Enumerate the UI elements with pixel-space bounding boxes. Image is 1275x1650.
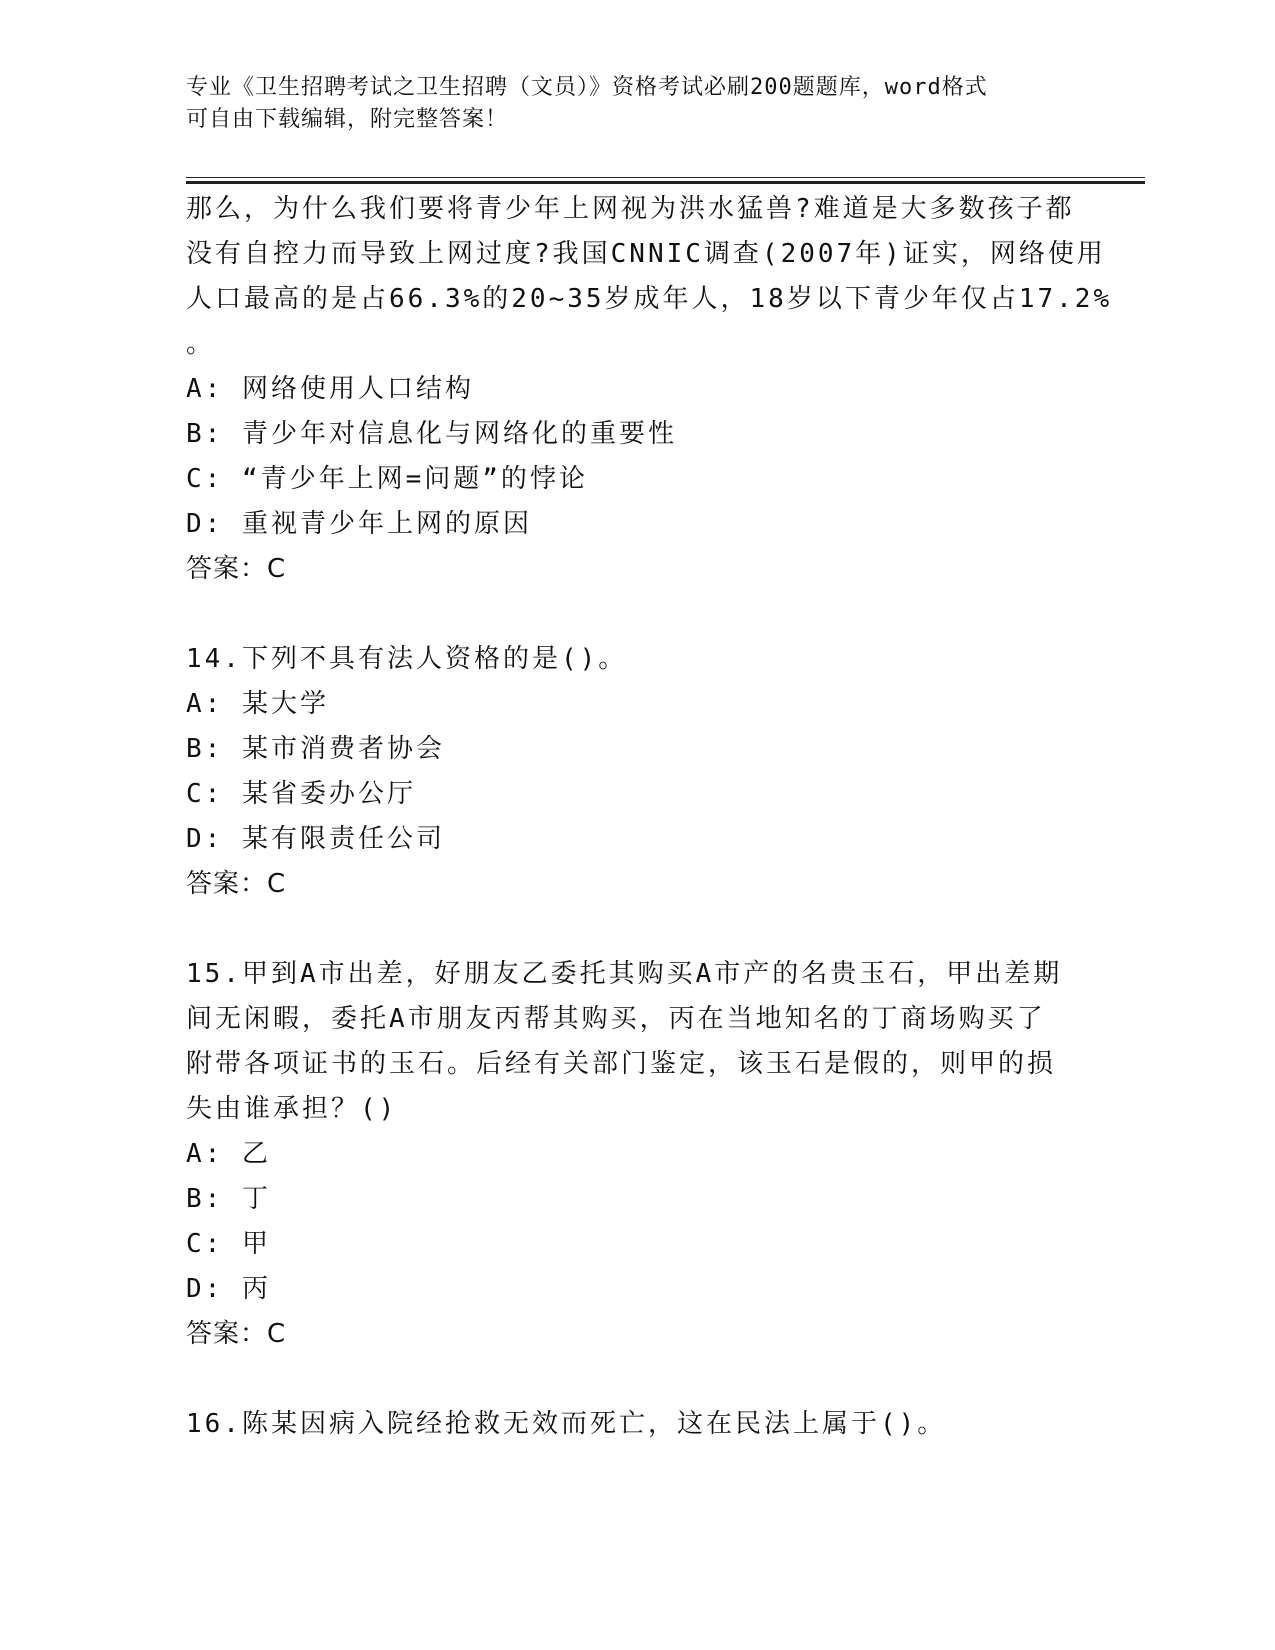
answer-line: 答案：C: [186, 869, 287, 899]
option-a: A: 网络使用人口结构: [186, 374, 474, 404]
question-stem-line: 没有自控力而导致上网过度?我国CNNIC调查(2007年)证实，网络使用: [186, 239, 1106, 269]
header-line-1: 专业《卫生招聘考试之卫生招聘（文员）》资格考试必刷200题题库，word格式: [186, 75, 988, 100]
question-13: [186, 187, 1113, 592]
option-a: A: 某大学: [186, 689, 329, 719]
answer-line: 答案：C: [186, 554, 287, 584]
option-d: D: 重视青少年上网的原因: [186, 509, 532, 539]
option-a: A: 乙: [186, 1139, 271, 1169]
option-c: C: 甲: [186, 1229, 271, 1259]
spacer: [186, 1357, 1086, 1402]
document-body: [186, 187, 1113, 1447]
header-line-2: 可自由下载编辑，附完整答案！: [186, 107, 509, 132]
answer-line: 答案：C: [186, 1319, 287, 1349]
question-14: [186, 637, 1086, 907]
question-15: [186, 952, 1086, 1357]
option-c: C: “青少年上网=问题”的悖论: [186, 464, 588, 494]
option-b: B: 某市消费者协会: [186, 734, 445, 764]
question-stem-line: 14.下列不具有法人资格的是()。: [186, 644, 628, 674]
question-stem-line: 15.甲到A市出差，好朋友乙委托其购买A市产的名贵玉石，甲出差期: [186, 959, 1063, 989]
spacer: [186, 907, 1086, 952]
header-divider-thick: [186, 181, 1145, 184]
question-16: [186, 1402, 1086, 1447]
option-b: B: 丁: [186, 1184, 271, 1214]
question-stem-line: 16.陈某因病入院经抢救无效而死亡，这在民法上属于()。: [186, 1409, 947, 1439]
question-stem-line: 附带各项证书的玉石。后经有关部门鉴定，该玉石是假的，则甲的损: [186, 1049, 1057, 1079]
header-divider-thin: [186, 177, 1145, 178]
question-stem-line: 间无闲暇，委托A市朋友丙帮其购买，丙在当地知名的丁商场购买了: [186, 1004, 1046, 1034]
spacer: [186, 592, 1086, 637]
document-header: [186, 72, 1066, 136]
option-c: C: 某省委办公厅: [186, 779, 416, 809]
option-b: B: 青少年对信息化与网络化的重要性: [186, 419, 677, 449]
question-stem-line: 那么，为什么我们要将青少年上网视为洪水猛兽?难道是大多数孩子都: [186, 194, 1075, 224]
question-stem-line: 人口最高的是占66.3%的20~35岁成年人，18岁以下青少年仅占17.2%: [186, 284, 1113, 314]
option-d: D: 丙: [186, 1274, 271, 1304]
question-stem-line: 。: [186, 329, 216, 359]
question-stem-line: 失由谁承担？(): [186, 1094, 398, 1124]
option-d: D: 某有限责任公司: [186, 824, 445, 854]
